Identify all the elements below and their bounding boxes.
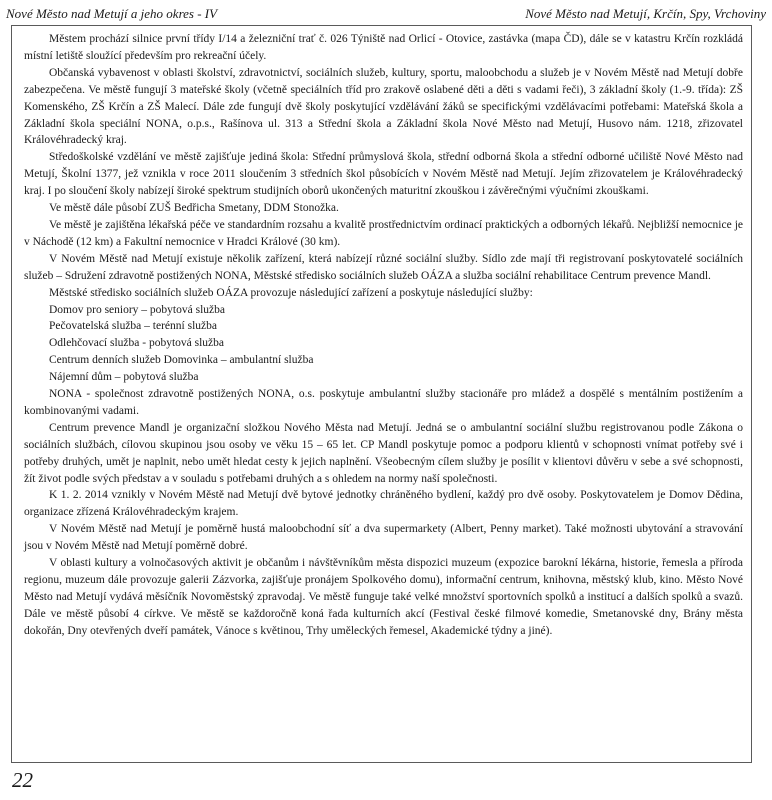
- text-frame: [11, 25, 752, 763]
- paragraph-oaza-intro: Městské středisko sociálních služeb OÁZA provozuje následující zařízení a poskytuje následující služby:: [49, 286, 533, 299]
- paragraph-culture: V oblasti kultury a volnočasových aktivit je občanům i návštěvníkům města dispozici muzeum (expozice barokní lékárna, historie, řemesla a příroda regionu, muzeum dále provozuje galerii Zázvorka, zajišťuje pronájem Spolkového domu), informační centrum, knihovna, městský klub, kino. Město Nové Město nad Metují vydává měsíčník Novoměstský zpravodaj. Ve městě funguje také velké množství sportovních spolků a institucí a dalších spolků a svazů. Dále ve městě působí 4 církve. Ve městě se každoročně koná řada kulturních akcí (Festival české filmové komedie, Smetanovské dny, Brány města dokořán, Dny otevřených dveří památek, Vánoce s květinou, Trhy uměleckých řemesel, Akademické týdny a jiné).: [24, 557, 743, 637]
- paragraph-nona: NONA - společnost zdravotně postižených NONA, o.s. poskytuje ambulantní služby stacionáře pro mládež a dospělé s mentálním postižením a kombinovanými vadami.: [24, 388, 743, 417]
- paragraph-art-schools: Ve městě dále působí ZUŠ Bedřicha Smetany, DDM Stonožka.: [49, 202, 339, 215]
- running-header: [6, 4, 766, 24]
- paragraph-sheltered-housing: K 1. 2. 2014 vznikly v Novém Městě nad Metují dvě bytové jednotky chráněného bydlení, každý pro dvě osoby. Poskytovatelem je Domov Dědina, organizace zřízená Královéhradeckým krajem.: [24, 489, 743, 519]
- page-number: 22: [12, 768, 33, 792]
- paragraph-social-services: V Novém Městě nad Metují existuje několik zařízení, která nabízejí různé sociální služby. Sídlo zde mají tři registrovaní poskytovatelé sociálních služeb – Sdružení zdravotně postižených NONA, Městské středisko sociálních služeb OÁZA a služba sociální rehabilitace Centrum prevence Mandl.: [24, 252, 743, 282]
- list-item: Nájemní dům – pobytová služba: [49, 371, 199, 384]
- list-item: Pečovatelská služba – terénní služba: [49, 320, 217, 333]
- header-left-title: Nové Město nad Metují a jeho okres - IV: [6, 6, 218, 21]
- paragraph-secondary-education: Středoškolské vzdělání ve městě zajišťuje jediná škola: Střední průmyslová škola, střední odborná škola a střední odborné učiliště Nové Město nad Metují, Školní 1377, jež vznikla v roce 2011 sloučením 3 středních škol působících v Novém Městě nad Metují. Jejím zřizovatelem je Královéhradecký kraj. I po sloučení školy nabízejí široké spektrum studijních oborů ukončených maturitní zkouškou i závěrečnými výučními zkouškami.: [24, 151, 743, 198]
- list-item: Odlehčovací služba - pobytová služba: [49, 337, 224, 350]
- paragraph-civic-amenities: Občanská vybavenost v oblasti školství, zdravotnictví, sociálních služeb, kultury, sportu, maloobchodu a služeb je v Novém Městě nad Metují dobře zabezpečena. Ve městě fungují 3 mateřské školy (včetně speciálních tříd pro zrakově oslabené děti a děti s vadami řeči), 3 základní školy (1.-9. třída): ZŠ Komenského, ZŠ Krčín a ZŠ Malecí. Dále zde fungují dvě školy poskytující vzdělávání žáků se specifickými vzdělávacími potřebami: Mateřská škola a Základní škola speciální NONA, o.p.s., Rašínova ul. 313 a Střední škola a Základní škola Nové Město nad Metují, Husovo nám. 1218, zřizovatel Královéhradecký kraj.: [24, 66, 743, 147]
- paragraph-transport: Městem prochází silnice první třídy I/14 a železniční trať č. 026 Týniště nad Orlicí - Otovice, zastávka (mapa ČD), dále se v katastru Krčín rozkládá místní letiště sloužící především pro rekreační účely.: [24, 33, 743, 62]
- list-item: Centrum denních služeb Domovinka – ambulantní služba: [49, 354, 314, 367]
- paragraph-retail: V Novém Městě nad Metují je poměrně hustá maloobchodní síť a dva supermarkety (Albert, Penny market). Také možnosti ubytování a stravování jsou v Novém Městě nad Metují poměrně dobré.: [24, 523, 743, 553]
- list-item: Domov pro seniory – pobytová služba: [49, 303, 225, 316]
- paragraph-healthcare: Ve městě je zajištěna lékařská péče ve standardním rozsahu a kvalitě prostřednictvím ordinací praktických a odborných lékařů. Nejbližší nemocnice je v Náchodě (12 km) a Fakultní nemocnice v Hradci Králové (30 km).: [24, 218, 743, 248]
- paragraph-centrum-mandl: Centrum prevence Mandl je organizační složkou Nového Města nad Metují. Jedná se o ambulantní sociální službu registrovanou podle Zákona o sociálních službách, cílovou skupinou jsou osoby ve věku 15 – 65 let. CP Mandl poskytuje pomoc a podporu klientů v schopnosti vnímat potřeby své i potřeby druhých, umět je naplnit, nebo umět hledat cesty k jejich naplnění. Všeobecným cílem služby je posílit v klientovi důvěru v sebe a své schopnosti, žít život podle svých představ a v souladu s potřebami druhých a s ohledem na normy naší společnosti.: [24, 421, 743, 485]
- header-right-title: Nové Město nad Metují, Krčín, Spy, Vrchoviny: [525, 6, 766, 21]
